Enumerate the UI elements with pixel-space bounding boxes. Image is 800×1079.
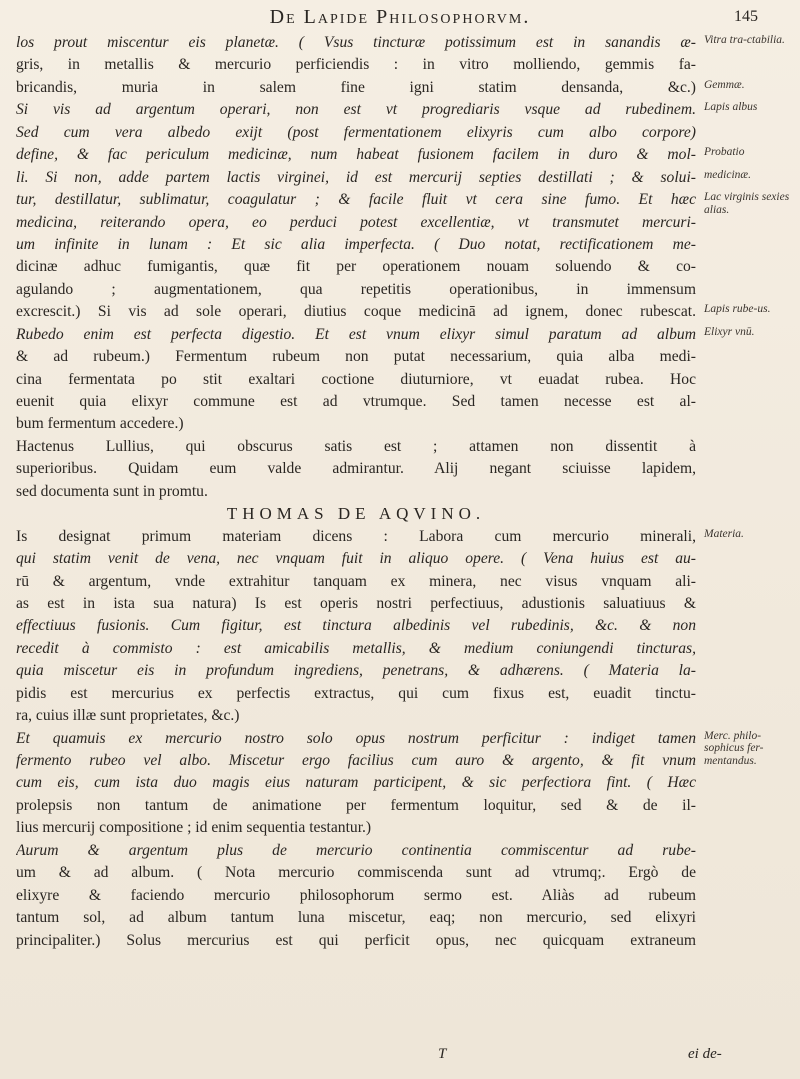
- text-line: superioribus. Quidam eum valde admirantur. Alij negant sciuisse lapidem,: [16, 460, 696, 478]
- margin-note: Lapis rube-us.: [704, 303, 771, 316]
- body-text: [16, 32, 696, 952]
- text-line: Si vis ad argentum operari, non est vt progrediaris vsque ad rubedinem.: [16, 101, 696, 119]
- text-line: fermento rubeo vel albo. Miscetur ergo facilius cum auro & argento, & fit vnum: [16, 752, 696, 769]
- catchword: ei de-: [688, 1046, 722, 1062]
- margin-note: medicinæ.: [704, 168, 751, 181]
- margin-note: Merc. philo-sophicus fer-mentandus.: [704, 729, 764, 767]
- text-line: Sed cum vera albedo exijt (post fermentationem elixyris cum albo corpore): [16, 123, 696, 141]
- text-line: THOMAS DE AQVINO.: [226, 504, 486, 524]
- page-footer: [0, 1046, 800, 1072]
- text-line: ra, cuius illæ sunt proprietates, &c.): [16, 707, 240, 725]
- text-line: rū & argentum, vnde extrahitur tanquam ex minera, nec visus vnquam ali-: [16, 572, 696, 590]
- margin-note: Vitra tra-ctabilia.: [704, 34, 785, 46]
- text-line: gris, in metallis & mercurio perficiendis : in vitro molliendo, gemmis fa-: [16, 56, 696, 74]
- text-line: cum eis, cum ista duo magis eius naturam participent, & sic perfectiora fint. ( Hæc: [16, 774, 696, 792]
- text-line: tur, destillatur, sublimatur, coagulatur ; & facile fluit vt cera sine fumo. Et hæc: [16, 191, 696, 209]
- text-line: Aurum & argentum plus de mercurio continentia commiscentur ad rube-: [16, 841, 696, 859]
- text-line: quia miscetur eis in profundum ingrediens, penetrans, & adhærens. ( Materia la-: [16, 662, 696, 680]
- text-line: Is designat primum materiam dicens : Labora cum mercurio minerali,: [16, 527, 696, 545]
- signature-mark: T: [438, 1046, 447, 1062]
- margin-note: Gemmæ.: [704, 78, 745, 91]
- text-line: sed documenta sunt in promtu.: [16, 482, 208, 500]
- text-line: agulando ; augmentationem, qua repetitis operationibus, in immensum: [16, 280, 696, 298]
- margin-note: Materia.: [704, 527, 744, 540]
- text-line: Et quamuis ex mercurio nostro solo opus nostrum perficitur : indiget tamen: [16, 729, 696, 747]
- margin-note: Probatio: [704, 146, 745, 159]
- text-line: as est in ista sua natura) Is est operis nostri perfectiuus, adustionis saluatiuus &: [16, 594, 696, 612]
- text-line: um & ad album. ( Nota mercurio commiscenda sunt ad vtrumq;. Ergò de: [16, 864, 696, 882]
- text-line: define, & fac periculum medicinæ, num habeat fusionem facilem in duro & mol-: [16, 146, 696, 164]
- text-line: lius mercurij compositione ; id enim sequentia testantur.): [16, 819, 372, 837]
- margin-note: Lapis albus: [704, 101, 758, 114]
- text-line: medicina, reiterando opera, eo perduci potest excellentiæ, vt transmutet mercuri-: [16, 213, 696, 231]
- text-line: recedit à commisto : est amicabilis metallis, & medium coniungendi tincturas,: [16, 639, 696, 657]
- text-line: li. Si non, adde partem lactis virginei, id est mercurij septies destillati ; & solui-: [16, 168, 696, 186]
- text-line: euenit quia elixyr commune est ad vtrumque. Sed tamen necesse est al-: [16, 393, 696, 410]
- text-line: effectiuus fusionis. Cum figitur, est tinctura albedinis vel rubedinis, &c. & non: [16, 617, 696, 635]
- text-line: um infinite in lunam : Et sic alia imperfecta. ( Duo notat, rectificationem me-: [16, 235, 696, 253]
- page-number: 145: [734, 8, 758, 25]
- text-line: bricandis, muria in salem fine igni statim densanda, &c.): [16, 78, 696, 96]
- text-line: prolepsis non tantum de animatione per fermentum loquitur, sed & de il-: [16, 796, 696, 814]
- margin-note: Lac virginis sexies alias.: [704, 191, 790, 216]
- text-line: tantum sol, ad album tantum luna miscetur, eaq; non mercurio, sed elixyri: [16, 909, 696, 927]
- text-line: qui statim venit de vena, nec vnquam fuit in aliquo opere. ( Vena huius est au-: [16, 550, 696, 568]
- text-line: elixyre & faciendo mercurio philosophorum sermo est. Aliàs ad rubeum: [16, 886, 696, 904]
- text-line: bum fermentum accedere.): [16, 415, 184, 433]
- text-line: Rubedo enim est perfecta digestio. Et est vnum elixyr simul paratum ad album: [16, 325, 696, 343]
- text-line: excrescit.) Si vis ad sole operari, diutius coque medicinā ad ignem, donec rubescat.: [16, 303, 696, 321]
- text-line: los prout miscentur eis planetæ. ( Vsus tincturæ potissimum est in sanandis æ-: [16, 34, 696, 51]
- page-header: [0, 4, 800, 32]
- text-line: Hactenus Lullius, qui obscurus satis est ; attamen non dissentit à: [16, 437, 696, 455]
- text-line: pidis est mercurius ex perfectis extractus, qui cum fixus est, euadit tinctu-: [16, 684, 696, 702]
- running-head: De Lapide Philosophorvm.: [269, 6, 531, 28]
- margin-note: Elixyr vnū.: [704, 325, 755, 338]
- text-line: cina fermentata po stit exaltari coctione diuturniore, vt euadat rubea. Hoc: [16, 370, 696, 388]
- text-line: dicinæ adhuc fumigantis, quæ fit per operationem nouam soluendo & co-: [16, 258, 696, 276]
- text-line: & ad rubeum.) Fermentum rubeum non putat necessarium, quia alba medi-: [16, 348, 696, 366]
- text-line: principaliter.) Solus mercurius est qui perficit opus, nec quicquam extraneum: [16, 931, 696, 949]
